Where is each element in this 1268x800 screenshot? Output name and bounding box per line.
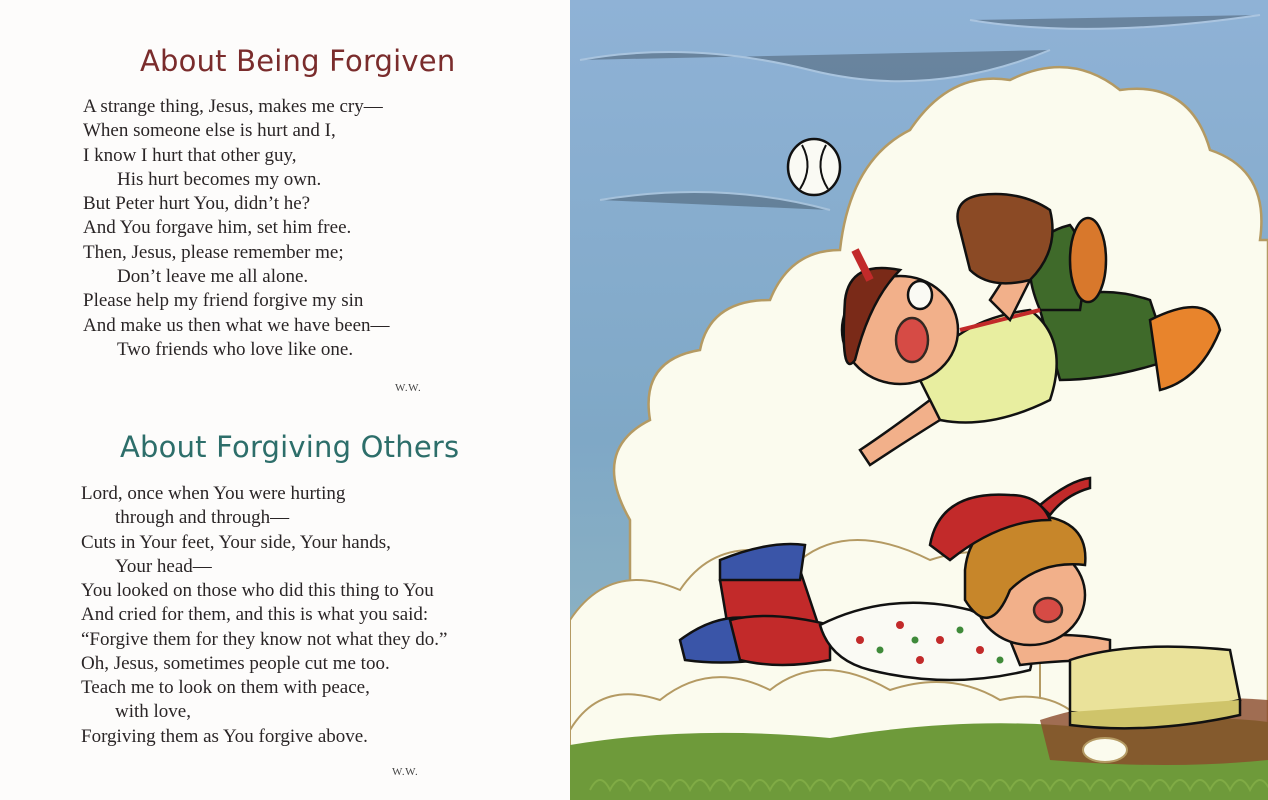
poem-line: When someone else is hurt and I, xyxy=(83,120,336,142)
poem-line: Don’t leave me all alone. xyxy=(117,266,309,288)
poem-1-signature: W.W. xyxy=(395,382,422,394)
poem-line: A strange thing, Jesus, makes me cry— xyxy=(83,96,383,117)
poem-line: Then, Jesus, please remember me; xyxy=(83,241,344,263)
poem-line: You looked on those who did this thing to You xyxy=(81,580,434,601)
baseball-icon xyxy=(788,139,840,195)
poem-1-title: About Being Forgiven xyxy=(140,44,456,78)
poem-line: Two friends who love like one. xyxy=(117,338,354,360)
poem-line: “Forgive them for they know not what they do.” xyxy=(81,628,448,650)
baseball-base-icon xyxy=(1070,647,1240,729)
poem-line: I know I hurt that other guy, xyxy=(83,144,297,166)
poem-line: His hurt becomes my own. xyxy=(117,168,322,190)
poem-line: with love, xyxy=(115,701,191,723)
poem-line: Cuts in Your feet, Your side, Your hands, xyxy=(81,531,391,553)
poem-1-body xyxy=(83,95,390,362)
poem-line: Oh, Jesus, sometimes people cut me too. xyxy=(81,652,390,674)
poem-line: Teach me to look on them with peace, xyxy=(81,677,370,698)
baseball-illustration xyxy=(570,0,1268,800)
text-page xyxy=(0,0,570,800)
poem-2-title: About Forgiving Others xyxy=(120,430,460,464)
poem-2-signature: W.W. xyxy=(392,766,419,778)
poem-line: Your head— xyxy=(115,555,212,577)
poem-line: Forgiving them as You forgive above. xyxy=(81,725,368,747)
poem-line: And You forgave him, set him free. xyxy=(83,217,352,239)
poem-line: through and through— xyxy=(115,507,290,529)
poem-line: And make us then what we have been— xyxy=(83,314,390,336)
poem-line: And cried for them, and this is what you said: xyxy=(81,604,429,626)
poem-line: Lord, once when You were hurting xyxy=(81,483,346,504)
poem-line: But Peter hurt You, didn’t he? xyxy=(83,193,311,215)
poem-line: Please help my friend forgive my sin xyxy=(83,290,364,312)
poem-2-body xyxy=(81,482,447,749)
